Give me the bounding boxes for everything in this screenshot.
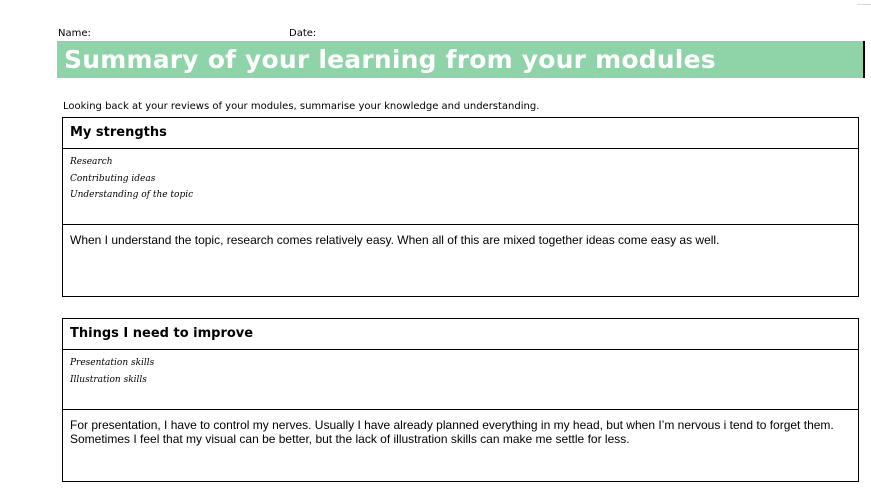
strength-keyword: Research	[70, 157, 113, 167]
improve-keywords[interactable]	[63, 350, 858, 410]
improve-response[interactable]: For presentation, I have to control my nerves. Usually I have already planned everything in my head, but when I’m nervous i tend to forget them. Sometimes I feel that my visual can be better, but the lack of illustration skills can make me settle for less.	[70, 418, 834, 446]
strengths-response[interactable]: When I understand the topic, research comes relatively easy. When all of this are mixed together ideas come easy as well.	[70, 233, 720, 247]
improve-section	[62, 318, 859, 482]
strengths-heading: My strengths	[63, 118, 858, 149]
strengths-section	[62, 117, 859, 297]
improve-keyword: Presentation skills	[70, 358, 155, 368]
strength-keyword: Contributing ideas	[70, 173, 156, 184]
name-label: Name:	[58, 28, 91, 39]
intro-text: Looking back at your reviews of your modules, summarise your knowledge and understanding.	[63, 101, 540, 112]
date-label: Date:	[289, 28, 317, 39]
title-banner	[57, 41, 865, 78]
strengths-keywords[interactable]	[63, 149, 858, 225]
page-corner-divider	[857, 0, 871, 5]
improve-keyword: Illustration skills	[70, 374, 147, 385]
strength-keyword: Understanding of the topic	[70, 190, 194, 200]
improve-heading: Things I need to improve	[63, 319, 858, 350]
page-title: Summary of your learning from your modules	[64, 45, 716, 74]
